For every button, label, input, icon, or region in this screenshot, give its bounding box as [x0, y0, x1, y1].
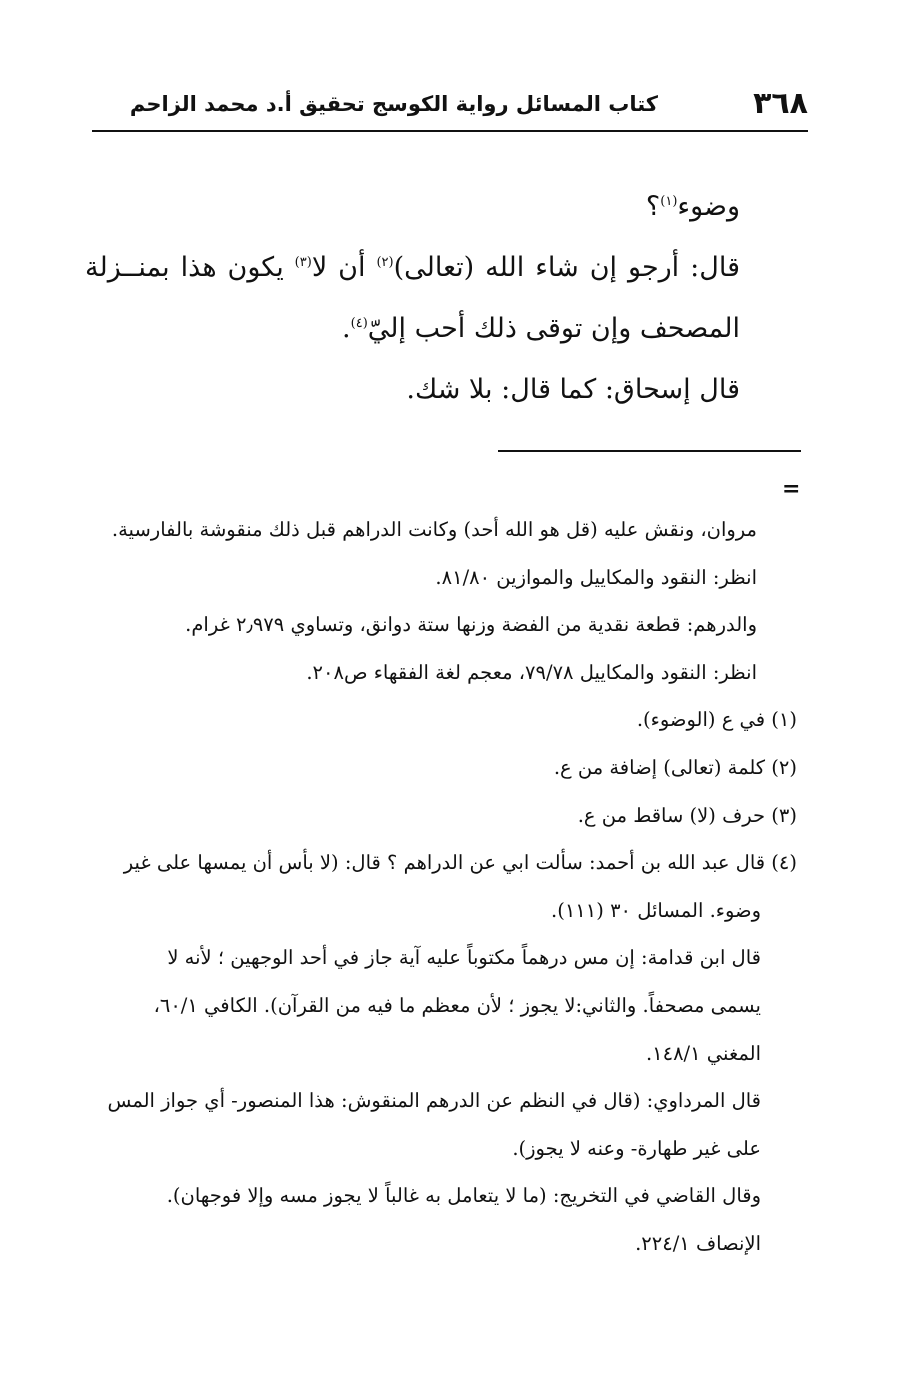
footnote-line: انظر: النقود والمكاييل ٧٩/٧٨، معجم لغة الفقهاء ص٢٠٨.: [306, 660, 757, 684]
footnote-separator: [498, 450, 801, 452]
footnote-1: (١) في ع (الوضوء).: [636, 708, 797, 732]
footnote-line: قال ابن قدامة: إن مس درهماً مكتوباً عليه آية جاز في أحد الوجهين ؛ لأنه لا: [167, 946, 761, 970]
main-line-1-text: وضوء: [677, 191, 740, 222]
footnote-line: على غير طهارة- وعنه لا يجوز).: [512, 1136, 761, 1160]
page-number: ٣٦٨: [753, 86, 808, 121]
footnote-line: مروان، ونقش عليه (قل هو الله أحد) وكانت الدراهم قبل ذلك منقوشة بالفارسية.: [111, 518, 757, 541]
main-line-2-a: قال: أرجو إن شاء الله (تعالى): [393, 252, 740, 283]
footnote-line: يسمى مصحفاً. والثاني:لا يجوز ؛ لأن معظم ما فيه من القرآن). الكافي ٦٠/١،: [153, 993, 761, 1017]
footnote-ref-1: (١): [660, 194, 678, 209]
main-line-3-end: .: [342, 313, 351, 344]
footnote-line: والدرهم: قطعة نقدية من الفضة وزنها ستة دوانق، وتساوي ٢٫٩٧٩ غرام.: [185, 613, 757, 637]
footnote-line: قال المرداوي: (قال في النظم عن الدرهم المنقوش: هذا المنصور- أي جواز المس: [107, 1089, 761, 1113]
footnote-line: وقال القاضي في التخريج: (ما لا يتعامل به غالباً لا يجوز مسه وإلا فوجهان).: [166, 1184, 761, 1208]
footnote-line: انظر: النقود والمكاييل والموازين ٨١/٨٠.: [435, 565, 757, 589]
footnotes: [82, 506, 797, 1268]
main-line-3-text: المصحف وإن توقى ذلك أحب إليّ: [367, 313, 740, 344]
main-text: [85, 176, 740, 420]
main-line-2: [85, 237, 740, 298]
footnote-line: وضوء. المسائل ٣٠ (١١١).: [551, 898, 761, 922]
running-header: [92, 86, 808, 132]
footnote-ref-2: (٢): [376, 255, 394, 270]
footnote-ref-3: (٣): [294, 255, 312, 270]
footnote-3: (٣) حرف (لا) ساقط من ع.: [577, 803, 797, 827]
running-title: كتاب المسائل رواية الكوسج تحقيق أ.د محمد الزاحم: [129, 92, 658, 116]
footnote-4: (٤) قال عبد الله بن أحمد: سألت ابي عن الدراهم ؟ قال: (لا بأس أن يمسها على غير: [123, 851, 797, 875]
footnote-continuation-mark: =: [782, 476, 801, 502]
main-line-2-b: أن لا: [311, 252, 377, 283]
main-line-2-c: يكون هذا بمنــزلة: [85, 252, 295, 283]
main-line-1: [85, 176, 740, 237]
main-line-3: [85, 298, 740, 359]
main-line-1-end: ؟: [645, 191, 661, 222]
footnote-2: (٢) كلمة (تعالى) إضافة من ع.: [553, 755, 797, 779]
footnote-line: المغني ١٤٨/١.: [645, 1041, 761, 1065]
footnote-ref-4: (٤): [350, 316, 368, 331]
footnote-line: الإنصاف ٢٢٤/١.: [635, 1231, 761, 1255]
main-line-4: قال إسحاق: كما قال: بلا شك.: [406, 374, 740, 405]
